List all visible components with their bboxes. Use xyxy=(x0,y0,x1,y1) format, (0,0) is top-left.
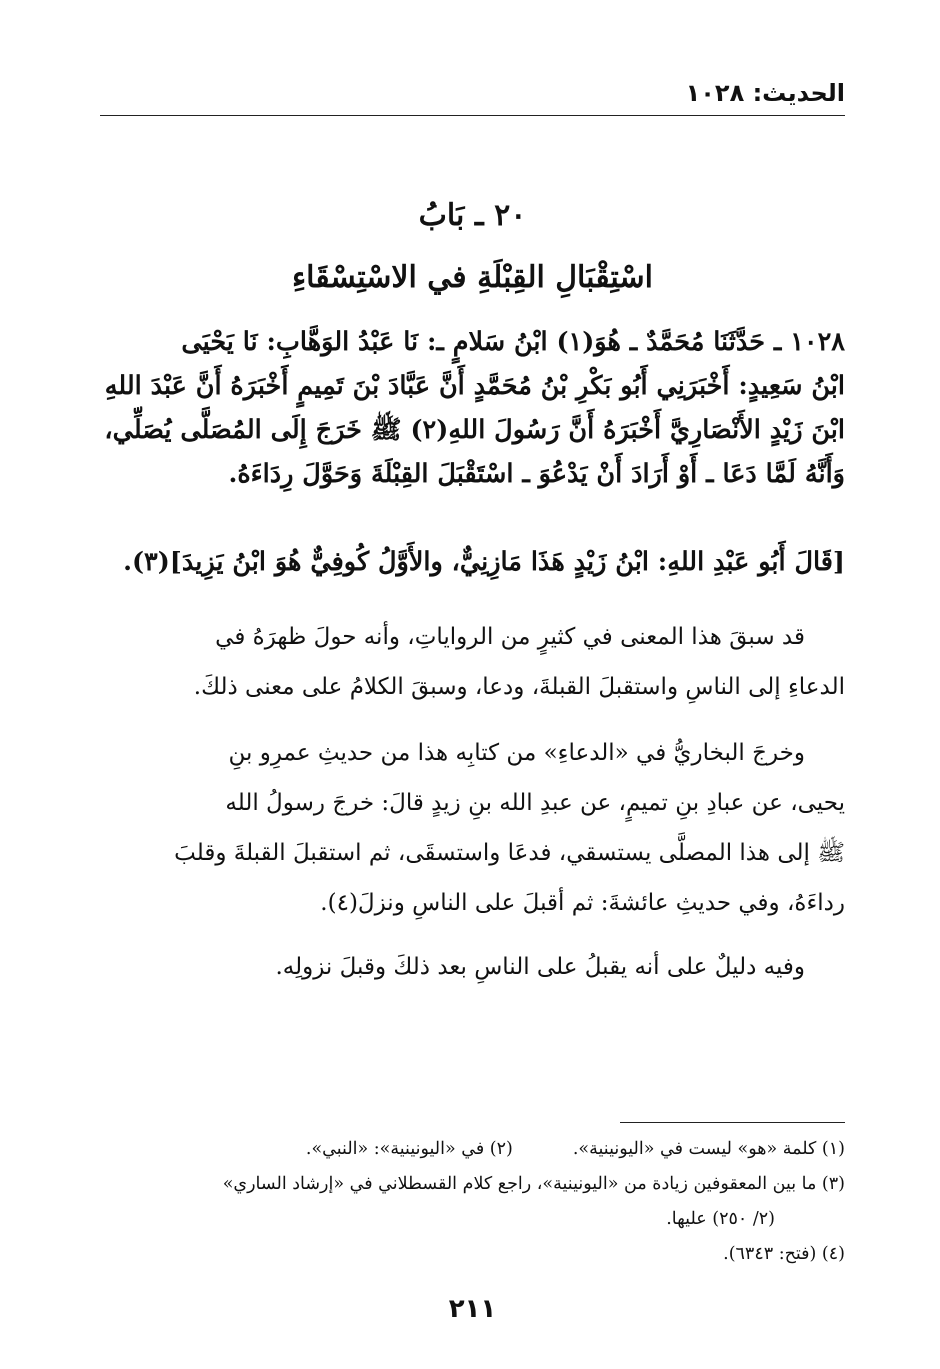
paragraph-line: يحيى، عن عبادِ بنِ تميمٍ، عن عبدِ الله بنِ زيدٍ قالَ: خرجَ رسولُ الله xyxy=(225,790,845,816)
bracket-note: [قَالَ أَبُو عَبْدِ اللهِ: ابْنُ زَيْدٍ هَذَا مَازِنِيٌّ، والأَوَّلُ كُوفِيٌّ هُوَ ابْنُ يَزِيدَ](٣). xyxy=(123,547,845,577)
page-number: ٢١١ xyxy=(448,1294,497,1324)
paragraph-line: قد سبقَ هذا المعنى في كثيرٍ من الرواياتِ، وأنه حولَ ظهرَهُ في xyxy=(215,624,805,650)
footnote-3: (٣) ما بين المعقوفين زيادة من «اليونينية»، راجع كلام القسطلاني في «إرشاد الساري» xyxy=(222,1174,845,1194)
commentary-paragraph-1 xyxy=(105,612,845,712)
commentary-paragraph-3 xyxy=(105,942,845,992)
running-head: الحديث: ١٠٢٨ xyxy=(685,79,845,107)
paragraph-line: رداءَهُ، وفي حديثِ عائشةَ: ثم أقبلَ على الناسِ ونزلَ(٤). xyxy=(320,890,845,916)
chapter-number: ٢٠ ـ بَابُ xyxy=(418,198,527,233)
paragraph-line: الدعاءِ إلى الناسِ واستقبلَ القبلةَ، ودعا، وسبقَ الكلامُ على معنى ذلكَ. xyxy=(193,674,845,700)
hadith-line: وَأَنَّهُ لَمَّا دَعَا ـ أَوْ أَرَادَ أَنْ يَدْعُوَ ـ اسْتَقْبَلَ القِبْلَةَ وَحَوَّلَ رِدَاءَهُ. xyxy=(228,459,845,489)
paragraph-line: وخرجَ البخاريُّ في «الدعاءِ» من كتابِه هذا من حديثِ عمرِو بنِ xyxy=(228,740,805,766)
footnotes xyxy=(100,1132,845,1272)
hadith-line: ابْنَ زَيْدٍ الأَنْصَارِيَّ أَخْبَرَهُ أَنَّ رَسُولَ اللهِ(٢) ﷺ خَرَجَ إِلَى المُصَلَّى يُصَلِّي، xyxy=(104,415,845,445)
hadith-line: ابْنُ سَعِيدٍ: أَخْبَرَنِي أَبُو بَكْرِ بْنُ مُحَمَّدٍ أَنَّ عَبَّادَ بْنَ تَمِيمٍ أَخْبَرَهُ أَنَّ عَبْدَ اللهِ xyxy=(104,371,845,401)
chapter-title: اسْتِقْبَالِ القِبْلَةِ في الاسْتِسْقَاءِ xyxy=(292,260,653,295)
footnote-2: (٢) في «اليونينية»: «النبي». xyxy=(305,1139,513,1159)
paragraph-line: ﷺ إلى هذا المصلَّى يستسقي، فدعَا واستسقَى، ثم استقبلَ القبلةَ وقلبَ xyxy=(174,840,845,866)
header-rule xyxy=(100,115,845,116)
hadith-line: ١٠٢٨ ـ حَدَّثَنَا مُحَمَّدٌ ـ هُوَ(١) ابْنُ سَلامٍ ـ: نَا عَبْدُ الوَهَّابِ: نَا يَحْيَى xyxy=(181,327,845,357)
footnote-row xyxy=(100,1132,845,1167)
commentary-paragraph-2 xyxy=(105,728,845,928)
footnote-4: (٤) (فتح: ٦٣٤٣). xyxy=(723,1244,845,1264)
footnote-3-continuation: (٢/ ٢٥٠) عليها. xyxy=(666,1209,775,1229)
footnote-1: (١) كلمة «هو» ليست في «اليونينية». xyxy=(572,1139,845,1159)
footnote-rule xyxy=(620,1122,845,1123)
paragraph-line: وفيه دليلٌ على أنه يقبلُ على الناسِ بعد ذلكَ وقبلَ نزولِه. xyxy=(275,954,805,980)
hadith-text xyxy=(105,320,845,496)
